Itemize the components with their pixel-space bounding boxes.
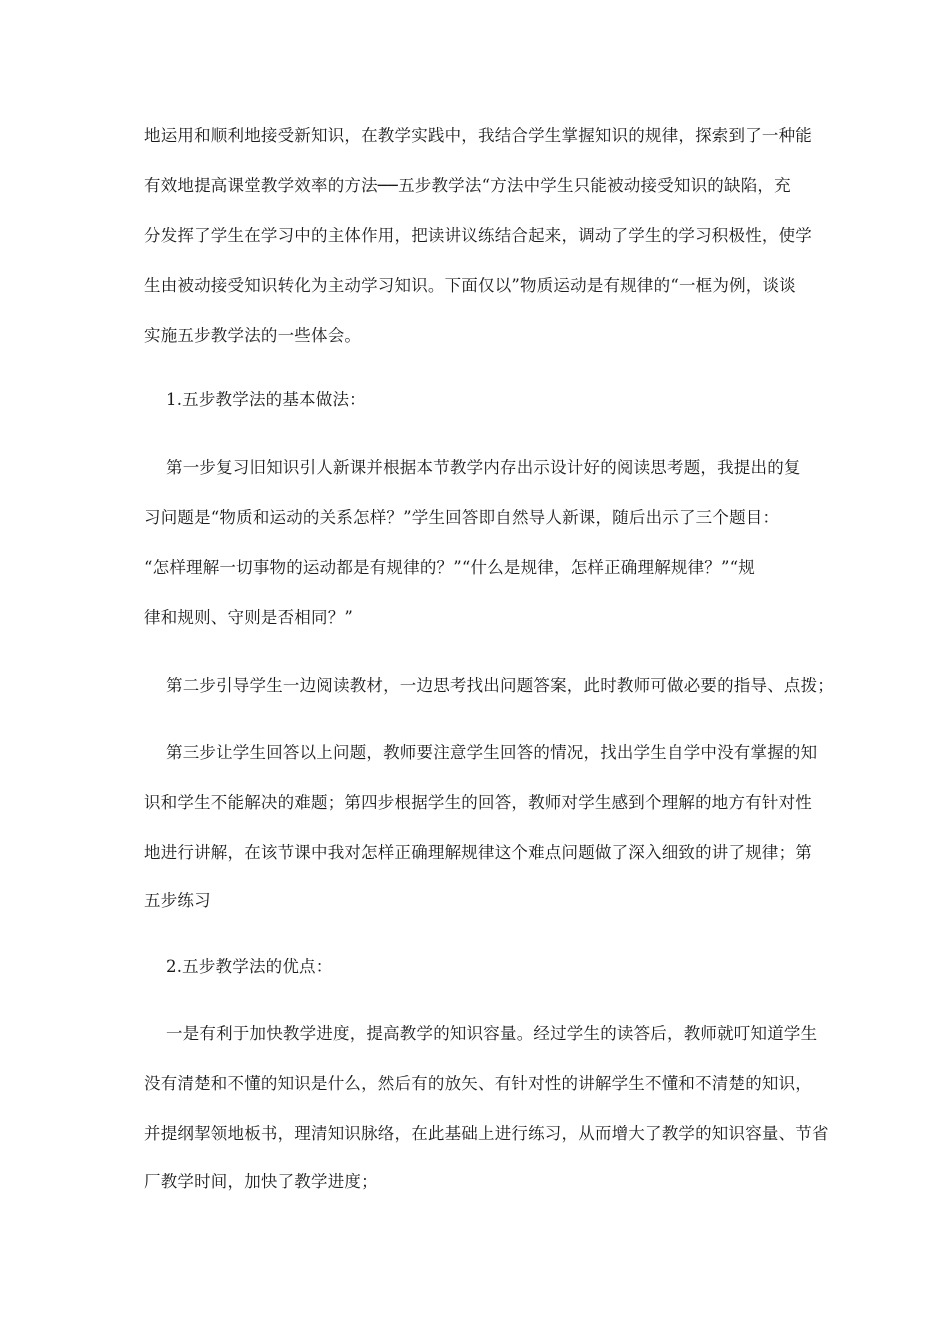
paragraph-1-line-2: 有效地提高课堂教学效率的方法──五步教学法“方法中学生只能被动接受知识的缺陷，充 [144, 176, 791, 195]
paragraph-5-line-4: 五步练习 [144, 891, 211, 910]
paragraph-4-line-1: 第二步引导学生一边阅读教材，一边思考找出问题答案，此时教师可做必要的指导、点拨； [166, 676, 834, 695]
paragraph-3-line-2: 习问题是“物质和运动的关系怎样？”学生回答即自然导人新课，随后出示了三个题目： [144, 508, 780, 527]
paragraph-7-line-4: 厂教学时间，加快了教学进度； [144, 1172, 378, 1191]
paragraph-1-line-1: 地运用和顺利地接受新知识，在教学实践中，我结合学生掌握知识的规律，探索到了一种能 [144, 126, 812, 145]
paragraph-5-line-1: 第三步让学生回答以上问题，教师要注意学生回答的情况，找出学生自学中没有掌握的知 [166, 743, 818, 762]
section-heading-2: 2.五步教学法的优点： [166, 957, 333, 976]
paragraph-7-line-3: 并提纲挈领地板书，理清知识脉络，在此基础上进行练习，从而增大了教学的知识容量、节省 [144, 1124, 829, 1143]
paragraph-3-line-1: 第一步复习旧知识引人新课并根据本节教学内存出示设计好的阅读思考题，我提出的复 [166, 458, 801, 477]
section-heading-1: 1.五步教学法的基本做法： [166, 390, 366, 409]
paragraph-1-line-3: 分发挥了学生在学习中的主体作用，把读讲议练结合起来，调动了学生的学习积极性，使学 [144, 226, 812, 245]
paragraph-1-line-4: 生由被动接受知识转化为主动学习知识。下面仅以”物质运动是有规律的“一框为例，谈谈 [144, 276, 796, 295]
paragraph-7-line-2: 没有清楚和不懂的知识是什么，然后有的放矢、有针对性的讲解学生不懂和不清楚的知识， [144, 1074, 812, 1093]
paragraph-3-line-4: 律和规则、守则是否相同？” [144, 608, 354, 627]
paragraph-5-line-2: 识和学生不能解决的难题；第四步根据学生的回答，教师对学生感到个理解的地方有针对性 [144, 793, 812, 812]
paragraph-3-line-3: “怎样理解一切事物的运动都是有规律的？”“什么是规律，怎样正确理解规律？”“规 [144, 558, 755, 577]
paragraph-5-line-3: 地进行讲解，在该节课中我对怎样正确理解规律这个难点问题做了深入细致的讲了规律；第 [144, 843, 812, 862]
paragraph-1-line-5: 实施五步教学法的一些体会。 [144, 326, 362, 345]
paragraph-7-line-1: 一是有利于加快教学进度，提高教学的知识容量。经过学生的读答后，教师就叮知道学生 [166, 1024, 818, 1043]
